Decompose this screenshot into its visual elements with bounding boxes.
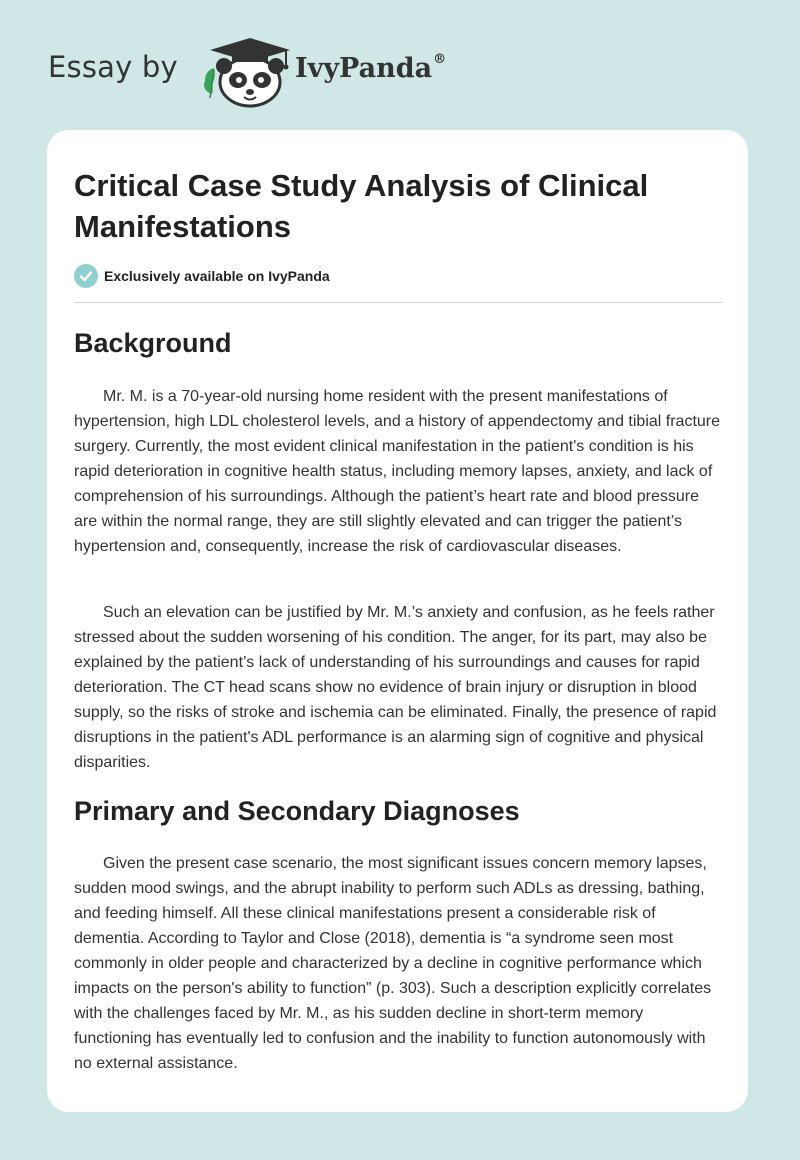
essay-by-label: Essay by [48,50,178,84]
paragraph: Mr. M. is a 70-year-old nursing home resident with the present manifestations of hypertension, high LDL cholesterol levels, and a history of appendectomy and tibial fracture surgery. Currently, the most evident clinical manifestation in the patient's condition is his rapid deterioration in cognitive health status, including memory lapses, anxiety, and lack of comprehension of his surroundings. Although the patient’s heart rate and blood pressure are within the normal range, they are still slightly elevated and can trigger the patient’s hypertension and, consequently, increase the risk of cardiovascular diseases. [74,388,721,555]
panda-graduate-icon[interactable] [200,36,300,108]
paragraph: Such an elevation can be justified by Mr. M.’s anxiety and confusion, as he feels rather stressed about the sudden worsening of his condition. The anger, for its part, may also be explained by the patient’s lack of understanding of his surroundings and causes for rapid deterioration. The CT head scans show no evidence of brain injury or disruption in blood supply, so the risks of stroke and ischemia can be eliminated. Finally, the presence of rapid disruptions in the patient's ADL performance is an alarming sign of cognitive and physical disparities. [74,604,717,771]
registered-mark: ® [433,52,447,67]
site-header [48,36,468,106]
page-title: Critical Case Study Analysis of Clinical Manifestations [74,168,649,244]
brand-name[interactable]: IvyPanda® [295,52,447,84]
checkmark-icon [74,264,98,288]
article-card [47,130,748,1112]
section-heading-background: Background [74,328,232,358]
exclusive-label: Exclusively available on IvyPanda [104,268,330,284]
section-heading-diagnoses: Primary and Secondary Diagnoses [74,796,520,826]
exclusive-badge [74,263,330,289]
paragraph: Given the present case scenario, the most significant issues concern memory lapses, sudden mood swings, and the abrupt inability to perform such ADLs as dressing, bathing, and feeding himself. All these clinical manifestations present a considerable risk of dementia. According to Taylor and Close (2018), dementia is “a syndrome seen most commonly in older people and characterized by a decline in cognitive performance which impacts on the person's ability to function” (p. 303). Such a description explicitly correlates with the challenges faced by Mr. M., as his sudden decline in short-term memory functioning has eventually led to confusion and the inability to function autonomously with no external assistance. [74,855,712,1072]
divider [74,302,723,303]
